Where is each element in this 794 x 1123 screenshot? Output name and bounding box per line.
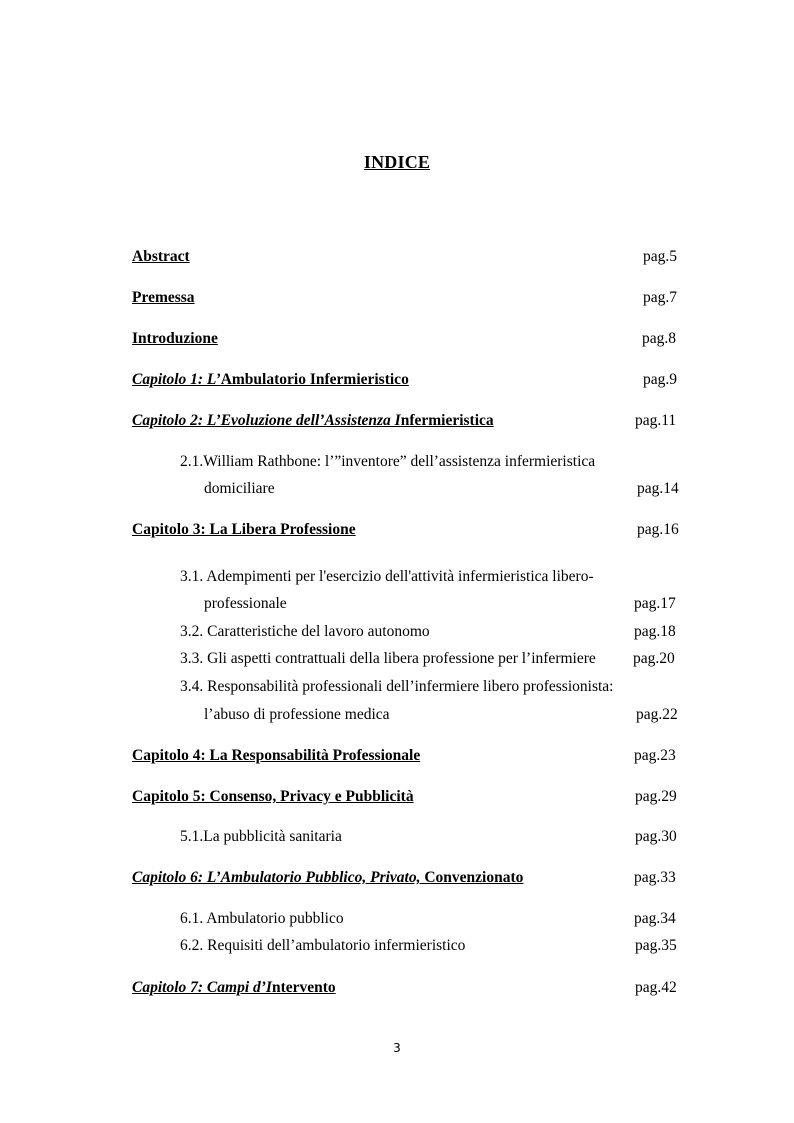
toc-entry-label: 2.1.William Rathbone: l’”inventore” dell’assistenza infermieristica	[180, 453, 596, 470]
chapter-heading-rest: ntervento	[271, 979, 336, 996]
toc-entry-label	[132, 369, 409, 391]
toc-entry-section-2-1-cont[interactable]	[0, 478, 794, 500]
toc-page-ref: pag.14	[637, 480, 679, 497]
toc-page-ref: pag.22	[636, 706, 678, 723]
toc-entry-section-3-1[interactable]	[0, 566, 794, 588]
toc-entry-section-6-2[interactable]	[0, 935, 794, 957]
toc-entry-chapter-4[interactable]	[0, 745, 794, 767]
toc-page-ref: pag.18	[634, 623, 676, 640]
chapter-heading-italic: Capitolo 7: Campi d’I	[132, 979, 272, 996]
toc-entry-label	[132, 977, 336, 999]
toc-page-ref: pag.23	[634, 747, 676, 764]
toc-entry-chapter-6[interactable]	[0, 867, 794, 889]
toc-page-ref: pag.17	[634, 595, 676, 612]
toc-entry-label: Abstract	[132, 248, 190, 265]
toc-entry-label: Introduzione	[132, 330, 218, 347]
toc-entry-section-3-3[interactable]	[0, 648, 794, 670]
toc-entry-introduzione[interactable]	[0, 328, 794, 350]
toc-entry-label: Premessa	[132, 289, 195, 306]
toc-page-ref: pag.11	[635, 412, 677, 429]
toc-entry-section-5-1[interactable]	[0, 826, 794, 848]
toc-entry-section-3-1-cont[interactable]	[0, 593, 794, 615]
chapter-heading-italic: Capitolo 2: L’Evoluzione dell’Assistenza I	[132, 412, 401, 429]
toc-entry-chapter-7[interactable]	[0, 977, 794, 999]
toc-entry-label: 3.1. Adempimenti per l'esercizio dell'attività infermieristica libero-	[180, 568, 594, 585]
toc-page-ref: pag.42	[635, 979, 677, 996]
toc-entry-chapter-1[interactable]	[0, 369, 794, 391]
toc-entry-section-3-4[interactable]	[0, 676, 794, 698]
toc-entry-section-6-1[interactable]	[0, 908, 794, 930]
toc-page-ref: pag.5	[643, 248, 678, 265]
toc-page-ref: pag.16	[637, 521, 679, 538]
toc-page-ref: pag.20	[633, 650, 675, 667]
chapter-heading-rest: nfermieristica	[400, 412, 494, 429]
toc-entry-section-3-2[interactable]	[0, 621, 794, 643]
toc-entry-label: Capitolo 5: Consenso, Privacy e Pubblicità	[132, 788, 414, 805]
toc-page-ref: pag.30	[635, 828, 677, 845]
chapter-heading-rest: Convenzionato	[424, 869, 524, 886]
toc-page-ref: pag.7	[643, 289, 678, 306]
toc-entry-label	[132, 867, 523, 889]
toc-page-ref: pag.29	[635, 788, 677, 805]
toc-entry-label: 5.1.La pubblicità sanitaria	[180, 828, 342, 845]
toc-page-ref: pag.34	[634, 910, 676, 927]
index-title: INDICE	[363, 152, 431, 172]
toc-entry-label: 3.3. Gli aspetti contrattuali della libera professione per l’infermiere	[180, 650, 596, 667]
toc-entry-label: 6.1. Ambulatorio pubblico	[180, 910, 344, 927]
toc-page-ref: pag.9	[643, 371, 678, 388]
toc-entry-label: 6.2. Requisiti dell’ambulatorio infermieristico	[180, 937, 466, 954]
toc-entry-chapter-3[interactable]	[0, 519, 794, 541]
toc-entry-label-cont: domiciliare	[204, 480, 275, 497]
chapter-heading-italic: Capitolo 6: L’Ambulatorio Pubblico, Privato,	[132, 869, 425, 886]
chapter-heading-rest: Ambulatorio Infermieristico	[220, 371, 409, 388]
page-number: 3	[393, 1041, 401, 1055]
toc-entry-section-3-4-cont[interactable]	[0, 704, 794, 726]
toc-entry-label: Capitolo 4: La Responsabilità Professionale	[132, 747, 421, 764]
toc-page-ref: pag.33	[634, 869, 676, 886]
toc-entry-premessa[interactable]	[0, 287, 794, 309]
toc-entry-label-cont: l’abuso di professione medica	[204, 706, 390, 723]
toc-entry-section-2-1[interactable]	[0, 451, 794, 473]
toc-entry-label: 3.4. Responsabilità professionali dell’infermiere libero professionista:	[180, 678, 614, 695]
toc-entry-label-cont: professionale	[204, 595, 287, 612]
toc-entry-chapter-5[interactable]	[0, 786, 794, 808]
toc-entry-label: Capitolo 3: La Libera Professione	[132, 521, 356, 538]
toc-entry-abstract[interactable]	[0, 246, 794, 268]
toc-entry-chapter-2[interactable]	[0, 410, 794, 432]
toc-page-ref: pag.35	[635, 937, 677, 954]
toc-entry-label: 3.2. Caratteristiche del lavoro autonomo	[180, 623, 430, 640]
toc-page-ref: pag.8	[642, 330, 677, 347]
toc-entry-label	[132, 410, 494, 432]
chapter-heading-italic: Capitolo 1: L’	[132, 371, 221, 388]
